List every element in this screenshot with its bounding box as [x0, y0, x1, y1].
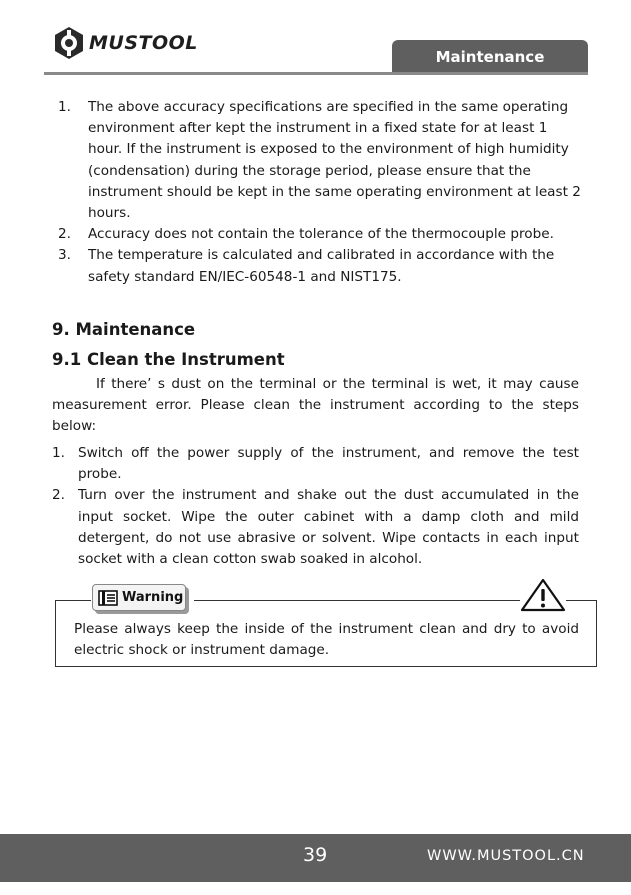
- list-item: [52, 485, 579, 570]
- cleaning-steps: [52, 443, 579, 570]
- list-number: 2.: [52, 487, 65, 504]
- intro-paragraph: If there’ s dust on the terminal or the terminal is wet, it may cause measurement error. Please clean the instrument according to the steps below:: [52, 376, 579, 435]
- list-text: The temperature is calculated and calibrated in accordance with the safety standard EN/IEC-60548-1 and NIST175.: [88, 247, 555, 285]
- warning-border: [55, 600, 91, 601]
- subsection-heading: 9.1 Clean the Instrument: [52, 350, 285, 369]
- section-heading: 9. Maintenance: [52, 320, 196, 339]
- list-number: 3.: [58, 247, 71, 264]
- list-item: [52, 245, 584, 287]
- list-number: 1.: [58, 99, 71, 115]
- brand-logo: [52, 23, 198, 63]
- logo-wordmark: MUSTOOL: [89, 32, 198, 54]
- list-text: Switch off the power supply of the instrument, and remove the test probe.: [78, 445, 579, 483]
- warning-border: [194, 600, 520, 601]
- list-text: Accuracy does not contain the tolerance of the thermocouple probe.: [88, 226, 554, 243]
- list-item: [52, 443, 579, 485]
- list-text: The above accuracy specifications are specified in the same operating environment after kept the instrument in a fixed state for at least 1 hour. If the instrument is exposed to the environment of high humidity (condensation) during the storage period, please ensure that the instrument should be kept in the same operating environment at least 2 hours.: [88, 99, 581, 222]
- header-divider: [44, 72, 588, 75]
- website-url: WWW.MUSTOOL.CN: [427, 848, 585, 864]
- page-footer: [0, 834, 631, 882]
- list-number: 2.: [58, 226, 71, 243]
- warning-triangle-icon: [520, 578, 566, 612]
- list-item: [52, 97, 584, 224]
- warning-badge: [88, 580, 190, 617]
- list-number: 1.: [52, 445, 65, 461]
- list-text: Turn over the instrument and shake out the dust accumulated in the input socket. Wipe the outer cabinet with a damp cloth and mild detergent, do not use abrasive or solvent. Wipe contacts in each input socket with a clean cotton swab soaked in alcohol.: [78, 487, 579, 568]
- warning-border: [566, 600, 596, 601]
- warning-label: Warning: [122, 590, 184, 605]
- warning-book-icon: [98, 589, 120, 607]
- warning-text: Please always keep the inside of the instrument clean and dry to avoid electric shock or instrument damage.: [74, 621, 579, 659]
- section-tab: Maintenance: [392, 40, 588, 74]
- page-number: 39: [303, 844, 328, 866]
- hexagon-gear-icon: [52, 26, 86, 60]
- accuracy-notes: [52, 97, 584, 288]
- list-item: [52, 224, 584, 245]
